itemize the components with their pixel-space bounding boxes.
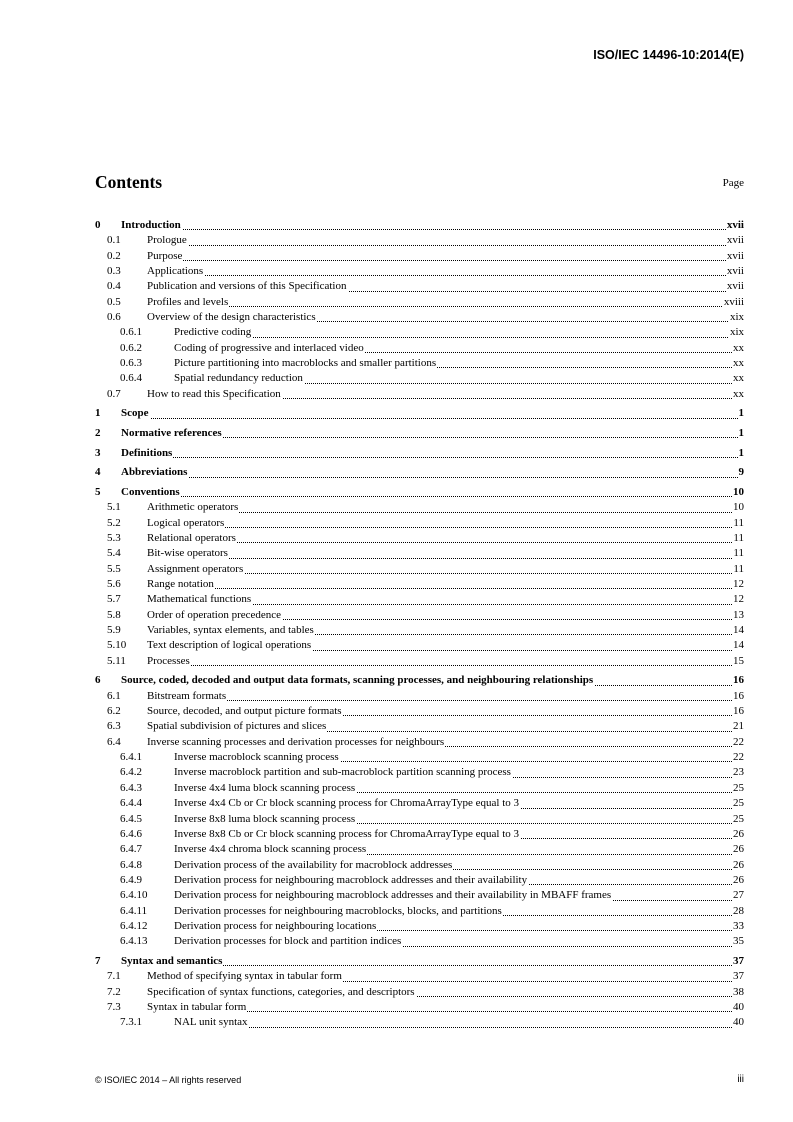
toc-entry[interactable] xyxy=(95,500,744,515)
toc-entry-title: Relational operators xyxy=(147,531,237,546)
toc-entry-page: 12 xyxy=(732,577,744,592)
toc-entry[interactable] xyxy=(95,426,744,441)
toc-entry-page: 1 xyxy=(738,406,745,421)
toc-entry-number: 7.3 xyxy=(107,1000,121,1015)
toc-entry[interactable] xyxy=(95,577,744,592)
toc-entry-number: 6.4.12 xyxy=(120,919,148,934)
toc-entry-number: 6.4.7 xyxy=(120,842,142,857)
toc-entry-title: Assignment operators xyxy=(147,562,244,577)
toc-entry-page: 16 xyxy=(732,704,744,719)
toc-entry-page: 14 xyxy=(732,623,744,638)
toc-entry-page: 10 xyxy=(732,485,744,500)
footer-page-number: iii xyxy=(737,1074,744,1085)
toc-entry-page: 10 xyxy=(732,500,744,515)
toc-entry-page: 26 xyxy=(732,873,744,888)
toc-entry[interactable] xyxy=(95,750,744,765)
toc-entry[interactable] xyxy=(95,218,744,233)
toc-entry-title: Overview of the design characteristics xyxy=(147,310,317,325)
toc-entry-page: 11 xyxy=(732,562,744,577)
toc-entry-page: xviii xyxy=(723,295,744,310)
toc-entry[interactable] xyxy=(95,842,744,857)
toc-entry-page: 33 xyxy=(732,919,744,934)
toc-entry-number: 5.4 xyxy=(107,546,121,561)
toc-entry-title: Coding of progressive and interlaced video xyxy=(174,341,365,356)
toc-entry[interactable] xyxy=(95,356,744,371)
toc-entry-page: xx xyxy=(732,371,744,386)
toc-entry-title: Derivation process of the availability for macroblock addresses xyxy=(174,858,453,873)
toc-entry-title: Mathematical functions xyxy=(147,592,252,607)
toc-entry-number: 5.8 xyxy=(107,608,121,623)
toc-entry-page: 22 xyxy=(732,750,744,765)
toc-entry[interactable] xyxy=(95,735,744,750)
toc-entry-number: 0.3 xyxy=(107,264,121,279)
toc-entry[interactable] xyxy=(95,969,744,984)
toc-entry-title: Derivation processes for neighbouring macroblocks, blocks, and partitions xyxy=(174,904,503,919)
toc-entry-page: 14 xyxy=(732,638,744,653)
toc-entry-title: Range notation xyxy=(147,577,215,592)
toc-entry-page: xx xyxy=(732,387,744,402)
toc-entry-number: 0 xyxy=(95,218,101,233)
toc-entry[interactable] xyxy=(95,310,744,325)
toc-leader-dots xyxy=(147,665,744,666)
toc-leader-dots xyxy=(147,588,744,589)
toc-entry[interactable] xyxy=(95,765,744,780)
toc-entry-title: Spatial subdivision of pictures and slices xyxy=(147,719,327,734)
toc-entry-title: Derivation processes for block and partition indices xyxy=(174,934,402,949)
toc-entry[interactable] xyxy=(95,387,744,402)
toc-entry-number: 0.6 xyxy=(107,310,121,325)
toc-entry[interactable] xyxy=(95,858,744,873)
toc-entry-page: 38 xyxy=(732,985,744,1000)
toc-entry-page: 22 xyxy=(732,735,744,750)
toc-entry-title: Introduction xyxy=(121,218,182,233)
toc-entry-title: Inverse 4x4 chroma block scanning process xyxy=(174,842,367,857)
toc-entry-number: 6.4.11 xyxy=(120,904,147,919)
toc-entry-title: Definitions xyxy=(121,446,173,461)
toc-entry[interactable] xyxy=(95,719,744,734)
toc-entry-page: 13 xyxy=(732,608,744,623)
toc-entry-page: xix xyxy=(729,325,744,340)
toc-entry-page: 16 xyxy=(732,673,744,688)
toc-entry[interactable] xyxy=(95,1000,744,1015)
toc-entry[interactable] xyxy=(95,341,744,356)
toc-entry-number: 0.5 xyxy=(107,295,121,310)
contents-title: Contents xyxy=(95,172,163,192)
toc-entry-page: 11 xyxy=(732,516,744,531)
toc-entry-number: 6.4.6 xyxy=(120,827,142,842)
toc-entry-number: 0.6.4 xyxy=(120,371,142,386)
toc-entry[interactable] xyxy=(95,827,744,842)
toc-entry-number: 2 xyxy=(95,426,101,441)
toc-entry-title: Derivation process for neighbouring locations xyxy=(174,919,377,934)
toc-entry-number: 6 xyxy=(95,673,101,688)
toc-entry-page: 25 xyxy=(732,796,744,811)
toc-entry-title: Inverse scanning processes and derivation processes for neighbours xyxy=(147,735,445,750)
toc-entry-title: Derivation process for neighbouring macroblock addresses and their availability xyxy=(174,873,528,888)
toc-leader-dots xyxy=(121,457,744,458)
toc-entry-page: xvii xyxy=(726,264,744,279)
toc-leader-dots xyxy=(147,527,744,528)
toc-entry-number: 0.6.1 xyxy=(120,325,142,340)
toc-leader-dots xyxy=(174,337,744,338)
toc-entry[interactable] xyxy=(95,781,744,796)
toc-entry-number: 1 xyxy=(95,406,101,421)
toc-entry-number: 6.4.3 xyxy=(120,781,142,796)
toc-entry-number: 7.2 xyxy=(107,985,121,1000)
toc-entry-page: 26 xyxy=(732,858,744,873)
toc-entry[interactable] xyxy=(95,1015,744,1030)
toc-entry-title: Prologue xyxy=(147,233,188,248)
toc-entry-title: Derivation process for neighbouring macroblock addresses and their availability in MBAFF frames xyxy=(174,888,612,903)
toc-entry-number: 6.4.4 xyxy=(120,796,142,811)
toc-leader-dots xyxy=(147,558,744,559)
toc-leader-dots xyxy=(121,477,744,478)
toc-leader-dots xyxy=(121,229,744,230)
toc-entry[interactable] xyxy=(95,279,744,294)
toc-entry-title: Publication and versions of this Specification xyxy=(147,279,348,294)
toc-entry-page: 11 xyxy=(732,531,744,546)
toc-entry-number: 5.5 xyxy=(107,562,121,577)
toc-entry-number: 5.1 xyxy=(107,500,121,515)
toc-entry-title: Inverse 8x8 Cb or Cr block scanning process for ChromaArrayType equal to 3 xyxy=(174,827,520,842)
toc-entry-title: Specification of syntax functions, categories, and descriptors xyxy=(147,985,416,1000)
toc-entry-title: Abbreviations xyxy=(121,465,188,480)
toc-entry-title: Purpose xyxy=(147,249,183,264)
toc-entry-number: 6.4.9 xyxy=(120,873,142,888)
toc-entry-number: 3 xyxy=(95,446,101,461)
toc-entry-number: 0.4 xyxy=(107,279,121,294)
toc-entry-page: 12 xyxy=(732,592,744,607)
toc-entry-title: Bitstream formats xyxy=(147,689,227,704)
toc-entry[interactable] xyxy=(95,954,744,969)
toc-entry-number: 0.6.3 xyxy=(120,356,142,371)
toc-entry-number: 6.4.5 xyxy=(120,812,142,827)
toc-entry-page: 26 xyxy=(732,827,744,842)
toc-entry-title: Text description of logical operations xyxy=(147,638,312,653)
toc-entry-page: 35 xyxy=(732,934,744,949)
toc-leader-dots xyxy=(121,418,744,419)
toc-leader-dots xyxy=(121,496,744,497)
toc-entry[interactable] xyxy=(95,638,744,653)
toc-entry-page: 16 xyxy=(732,689,744,704)
toc-entry-page: 28 xyxy=(732,904,744,919)
toc-entry-number: 5 xyxy=(95,485,101,500)
toc-entry-title: Order of operation precedence xyxy=(147,608,282,623)
toc-entry-page: 21 xyxy=(732,719,744,734)
toc-entry-title: NAL unit syntax xyxy=(174,1015,249,1030)
footer-copyright: © ISO/IEC 2014 – All rights reserved xyxy=(95,1075,242,1085)
toc-entry-page: 25 xyxy=(732,781,744,796)
toc-entry-number: 5.10 xyxy=(107,638,126,653)
toc-entry-title: Arithmetic operators xyxy=(147,500,239,515)
toc-entry-title: How to read this Specification xyxy=(147,387,282,402)
toc-entry-page: 37 xyxy=(732,969,744,984)
toc-entry-page: xix xyxy=(729,310,744,325)
toc-entry[interactable] xyxy=(95,531,744,546)
toc-entry-title: Variables, syntax elements, and tables xyxy=(147,623,315,638)
toc-entry-number: 7.3.1 xyxy=(120,1015,142,1030)
toc-entry-title: Scope xyxy=(121,406,150,421)
toc-entry-page: 40 xyxy=(732,1000,744,1015)
page-column-label: Page xyxy=(722,177,744,189)
toc-entry[interactable] xyxy=(95,406,744,421)
toc-entry-page: xvii xyxy=(726,279,744,294)
toc-entry-number: 6.2 xyxy=(107,704,121,719)
toc-entry-number: 6.4.2 xyxy=(120,765,142,780)
toc-entry[interactable] xyxy=(95,295,744,310)
toc-entry-number: 5.7 xyxy=(107,592,121,607)
toc-entry-title: Inverse 4x4 Cb or Cr block scanning process for ChromaArrayType equal to 3 xyxy=(174,796,520,811)
toc-entry-number: 5.3 xyxy=(107,531,121,546)
toc-entry-number: 6.4.10 xyxy=(120,888,148,903)
toc-entry-title: Applications xyxy=(147,264,204,279)
toc-entry-number: 0.1 xyxy=(107,233,121,248)
toc-entry-title: Method of specifying syntax in tabular form xyxy=(147,969,343,984)
toc-entry[interactable] xyxy=(95,623,744,638)
toc-entry-page: 23 xyxy=(732,765,744,780)
toc-entry-page: xvii xyxy=(726,218,744,233)
toc-leader-dots xyxy=(147,700,744,701)
toc-leader-dots xyxy=(174,1027,744,1028)
toc-entry-title: Predictive coding xyxy=(174,325,252,340)
toc-entry-page: xx xyxy=(732,341,744,356)
toc-entry[interactable] xyxy=(95,689,744,704)
toc-entry-title: Spatial redundancy reduction xyxy=(174,371,304,386)
toc-entry[interactable] xyxy=(95,654,744,669)
toc-entry[interactable] xyxy=(95,233,744,248)
table-of-contents xyxy=(95,218,744,1031)
toc-entry-page: 26 xyxy=(732,842,744,857)
toc-entry[interactable] xyxy=(95,325,744,340)
toc-entry-title: Logical operators xyxy=(147,516,225,531)
toc-entry-page: xx xyxy=(732,356,744,371)
toc-entry-number: 6.1 xyxy=(107,689,121,704)
document-id: ISO/IEC 14496-10:2014(E) xyxy=(593,48,744,62)
toc-entry-page: 9 xyxy=(738,465,745,480)
toc-entry[interactable] xyxy=(95,446,744,461)
toc-entry[interactable] xyxy=(95,592,744,607)
toc-entry-title: Bit-wise operators xyxy=(147,546,229,561)
toc-entry-page: 37 xyxy=(732,954,744,969)
toc-entry-number: 6.3 xyxy=(107,719,121,734)
toc-entry[interactable] xyxy=(95,608,744,623)
toc-entry-number: 6.4.8 xyxy=(120,858,142,873)
toc-entry-page: 40 xyxy=(732,1015,744,1030)
toc-leader-dots xyxy=(147,306,744,307)
toc-entry-number: 5.2 xyxy=(107,516,121,531)
toc-entry-title: Source, decoded, and output picture formats xyxy=(147,704,343,719)
toc-entry-page: 15 xyxy=(732,654,744,669)
toc-entry[interactable] xyxy=(95,249,744,264)
toc-entry-title: Syntax in tabular form xyxy=(147,1000,247,1015)
toc-entry[interactable] xyxy=(95,673,744,688)
toc-entry-number: 0.6.2 xyxy=(120,341,142,356)
toc-entry[interactable] xyxy=(95,704,744,719)
toc-entry[interactable] xyxy=(95,812,744,827)
toc-entry-page: 25 xyxy=(732,812,744,827)
toc-entry-page: 1 xyxy=(738,426,745,441)
toc-entry-page: xvii xyxy=(726,233,744,248)
toc-entry[interactable] xyxy=(95,546,744,561)
toc-entry-page: 1 xyxy=(738,446,745,461)
toc-leader-dots xyxy=(147,245,744,246)
toc-leader-dots xyxy=(147,260,744,261)
toc-entry-number: 5.9 xyxy=(107,623,121,638)
toc-entry-title: Profiles and levels xyxy=(147,295,229,310)
toc-entry-number: 5.6 xyxy=(107,577,121,592)
toc-entry[interactable] xyxy=(95,516,744,531)
toc-entry[interactable] xyxy=(95,371,744,386)
toc-entry-title: Normative references xyxy=(121,426,223,441)
toc-entry-number: 5.11 xyxy=(107,654,126,669)
toc-entry[interactable] xyxy=(95,485,744,500)
toc-entry[interactable] xyxy=(95,264,744,279)
toc-entry-title: Inverse macroblock partition and sub-macroblock partition scanning process xyxy=(174,765,512,780)
toc-entry[interactable] xyxy=(95,904,744,919)
toc-entry[interactable] xyxy=(95,888,744,903)
toc-entry-number: 6.4.13 xyxy=(120,934,148,949)
toc-entry-number: 7 xyxy=(95,954,101,969)
toc-entry-title: Inverse 8x8 luma block scanning process xyxy=(174,812,356,827)
toc-entry-title: Syntax and semantics xyxy=(121,954,223,969)
toc-entry-page: xvii xyxy=(726,249,744,264)
toc-entry[interactable] xyxy=(95,985,744,1000)
toc-entry[interactable] xyxy=(95,465,744,480)
toc-entry-title: Source, coded, decoded and output data formats, scanning processes, and neighbouring relationships xyxy=(121,673,594,688)
toc-entry[interactable] xyxy=(95,873,744,888)
toc-entry-title: Picture partitioning into macroblocks and smaller partitions xyxy=(174,356,437,371)
toc-entry-number: 6.4.1 xyxy=(120,750,142,765)
toc-entry-number: 7.1 xyxy=(107,969,121,984)
toc-entry[interactable] xyxy=(95,934,744,949)
toc-entry-title: Inverse macroblock scanning process xyxy=(174,750,340,765)
toc-entry-number: 0.7 xyxy=(107,387,121,402)
toc-entry-number: 6.4 xyxy=(107,735,121,750)
toc-entry[interactable] xyxy=(95,796,744,811)
toc-entry-title: Conventions xyxy=(121,485,181,500)
toc-entry-page: 11 xyxy=(732,546,744,561)
toc-entry[interactable] xyxy=(95,919,744,934)
toc-leader-dots xyxy=(147,275,744,276)
toc-entry-number: 0.2 xyxy=(107,249,121,264)
toc-entry-title: Inverse 4x4 luma block scanning process xyxy=(174,781,356,796)
toc-entry[interactable] xyxy=(95,562,744,577)
toc-entry-number: 4 xyxy=(95,465,101,480)
toc-entry-page: 27 xyxy=(732,888,744,903)
toc-entry-title: Processes xyxy=(147,654,191,669)
